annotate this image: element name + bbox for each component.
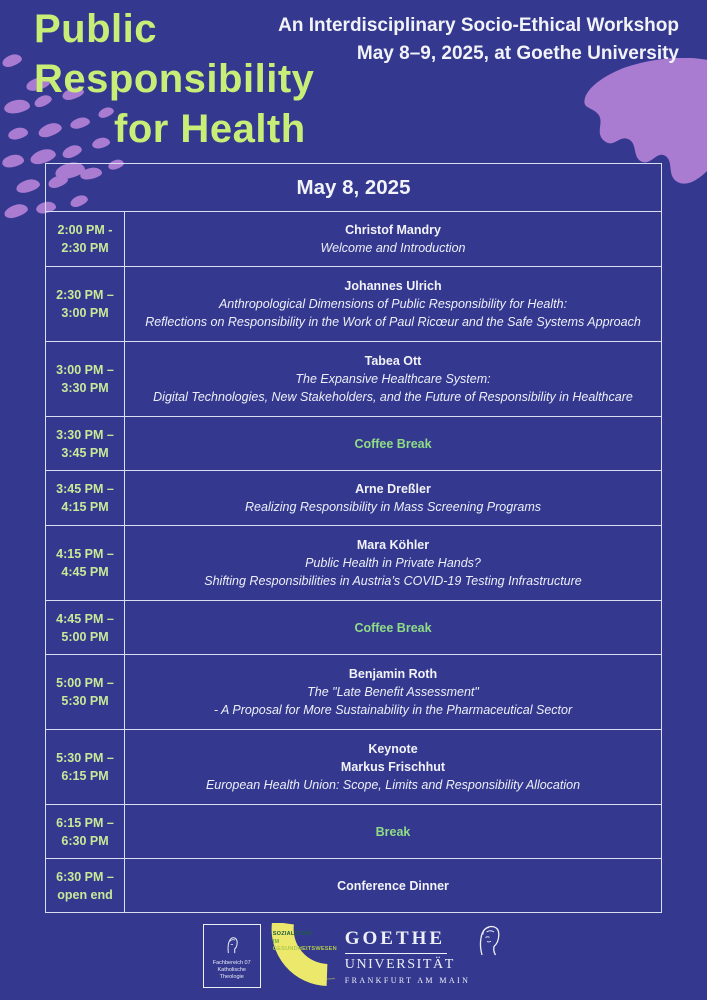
session-line-name: Tabea Ott: [364, 354, 422, 368]
session-line-title: The "Late Benefit Assessment": [307, 685, 479, 699]
goethe-portrait-icon: [474, 922, 504, 958]
time-end: 3:00 PM: [61, 306, 109, 320]
goethe-city-line: FRANKFURT AM MAIN: [344, 975, 471, 985]
time-cell: [46, 417, 125, 470]
time-start: 2:30 PM –: [56, 288, 114, 302]
poster-title-line: Public: [34, 7, 158, 51]
session-line-title: Welcome and Introduction: [320, 241, 466, 255]
paint-dab: [7, 126, 29, 141]
session-cell: [125, 730, 661, 804]
session-cell: [125, 212, 661, 266]
session-cell: [125, 417, 661, 470]
time-cell: [46, 267, 125, 341]
schedule-body: [46, 212, 661, 912]
session-cell: [125, 342, 661, 416]
time-cell: [46, 655, 125, 729]
time-end: open end: [57, 887, 113, 902]
sozialethik-logo: [271, 923, 335, 989]
schedule-row: [46, 858, 661, 912]
session-line-name: Johannes Ulrich: [344, 279, 442, 293]
time-end: 2:30 PM: [61, 241, 109, 255]
session-line-break: Coffee Break: [354, 436, 432, 451]
session-line-title: Anthropological Dimensions of Public Responsibility for Health:: [218, 297, 568, 311]
time-start: 2:00 PM -: [57, 223, 113, 237]
time-end: 6:15 PM: [61, 769, 109, 783]
session-line-name: Christof Mandry: [345, 223, 441, 237]
session-line-break: Coffee Break: [354, 620, 432, 635]
session-cell: [125, 601, 661, 654]
faculty-caption-line: Fachbereich 07: [212, 960, 251, 966]
schedule-row: [46, 470, 661, 525]
schedule-row: [46, 416, 661, 470]
schedule-row: [46, 654, 661, 729]
time-cell: [46, 526, 125, 600]
time-cell: [46, 471, 125, 525]
poster-subtitle: [278, 12, 679, 68]
sozialethik-line: GESUNDHEITSWESEN: [272, 946, 337, 952]
schedule-row: [46, 341, 661, 416]
paint-dab: [3, 202, 29, 220]
schedule-row: [46, 600, 661, 654]
schedule-row: [46, 729, 661, 804]
time-start: 6:15 PM –: [56, 815, 114, 830]
session-line-name: Mara Köhler: [356, 538, 430, 552]
time-start: 4:45 PM –: [56, 611, 114, 626]
poster-title: [34, 4, 314, 154]
session-cell: [125, 859, 661, 912]
session-line-title: Public Health in Private Hands?: [305, 556, 481, 570]
poster-title-line: for Health: [114, 107, 306, 151]
subtitle-line: An Interdisciplinary Socio-Ethical Workshop: [278, 15, 679, 36]
sozialethik-line: SOZIALETHIK: [272, 931, 313, 937]
goethe-wordmark: GOETHE: [345, 928, 447, 954]
schedule-table: [45, 163, 662, 913]
paint-dab: [1, 52, 23, 69]
time-start: 3:30 PM –: [56, 427, 114, 442]
time-cell: [46, 601, 125, 654]
paint-dab: [3, 98, 31, 114]
paint-dab: [15, 177, 41, 194]
time-end: 3:45 PM: [61, 445, 109, 460]
time-end: 4:15 PM: [61, 500, 109, 514]
session-line-title: The Expansive Healthcare System:: [295, 372, 491, 386]
sozialethik-line: IM: [272, 938, 280, 945]
session-line-title: Reflections on Responsibility in the Work of Paul Ricœur and the Safe Systems Approach: [145, 315, 641, 329]
time-end: 6:30 PM: [61, 833, 109, 848]
footer-logos: [0, 922, 707, 990]
time-cell: [46, 212, 125, 266]
time-end: 5:00 PM: [61, 629, 109, 644]
time-cell: [46, 805, 125, 858]
goethe-university-logo: [345, 928, 505, 985]
session-cell: [125, 267, 661, 341]
time-start: 6:30 PM –: [56, 869, 114, 884]
time-cell: [46, 342, 125, 416]
time-end: 3:30 PM: [61, 381, 109, 395]
session-line-name: Arne Dreßler: [355, 482, 431, 496]
session-line-title: - A Proposal for More Sustainability in the Pharmaceutical Sector: [213, 703, 573, 717]
session-cell: [125, 805, 661, 858]
session-line-title: European Health Union: Scope, Limits and Responsibility Allocation: [205, 778, 581, 792]
time-cell: [46, 730, 125, 804]
session-line-name: Markus Frischhut: [340, 760, 446, 774]
schedule-row: [46, 212, 661, 266]
theology-portrait-icon: [223, 935, 241, 955]
time-cell: [46, 859, 125, 912]
subtitle-line: May 8–9, 2025, at Goethe University: [356, 43, 679, 64]
time-end: 4:45 PM: [61, 565, 109, 579]
session-line-name: Benjamin Roth: [348, 667, 438, 681]
schedule-row: [46, 266, 661, 341]
session-cell: [125, 655, 661, 729]
time-start: 5:30 PM –: [56, 751, 114, 765]
time-end: 5:30 PM: [61, 694, 109, 708]
schedule-row: [46, 525, 661, 600]
session-line-title: Shifting Responsibilities in Austria’s COVID-19 Testing Infrastructure: [204, 574, 582, 588]
session-line-title: Realizing Responsibility in Mass Screening Programs: [245, 500, 541, 514]
session-cell: [125, 526, 661, 600]
time-start: 4:15 PM –: [56, 547, 114, 561]
paint-dab: [1, 153, 25, 169]
faculty-caption: [206, 960, 258, 981]
session-line-name: Conference Dinner: [337, 878, 449, 893]
faculty-caption-line: Katholische Theologie: [217, 967, 246, 980]
poster-title-line: Responsibility: [34, 57, 315, 101]
sozialethik-text: [273, 931, 337, 954]
time-start: 3:00 PM –: [56, 363, 114, 377]
schedule-date-header: May 8, 2025: [46, 164, 661, 212]
time-start: 3:45 PM –: [56, 482, 114, 496]
time-start: 5:00 PM –: [56, 676, 114, 690]
schedule-row: [46, 804, 661, 858]
session-line-break: Break: [375, 824, 411, 839]
faculty-logo: [203, 924, 261, 988]
session-line-title: Digital Technologies, New Stakeholders, and the Future of Responsibility in Healthcare: [153, 390, 633, 404]
session-cell: [125, 471, 661, 525]
goethe-universitaet: UNIVERSITÄT: [344, 956, 455, 972]
session-line-name: Keynote: [368, 742, 418, 756]
